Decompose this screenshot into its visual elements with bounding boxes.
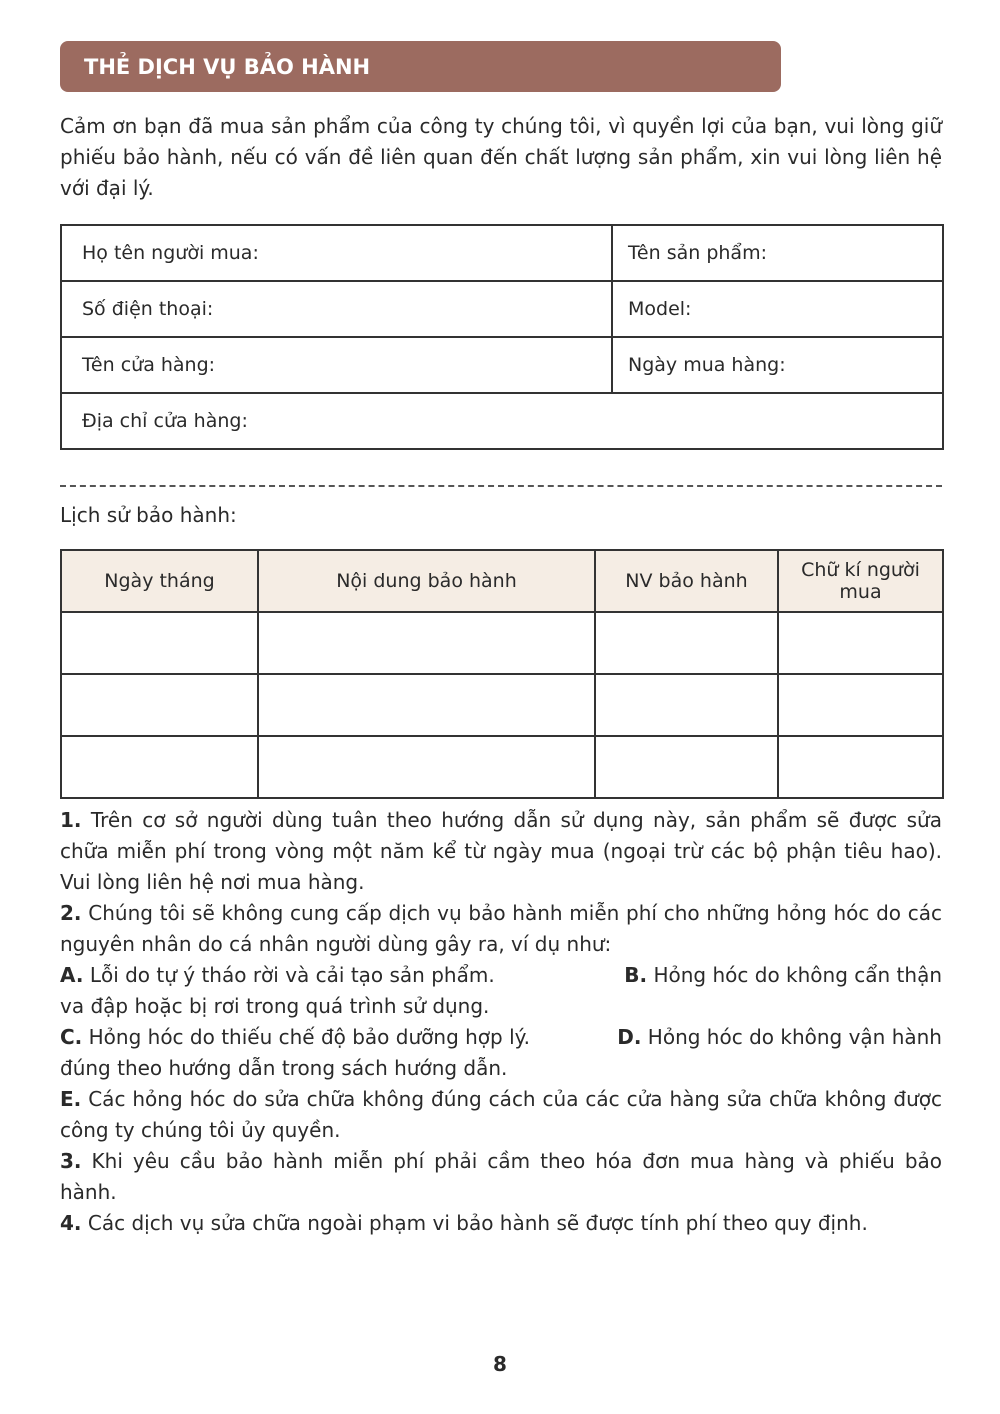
term-letter: A. — [60, 963, 84, 987]
term-a — [60, 960, 495, 991]
term-letter: B. — [624, 963, 648, 987]
term-text: Hỏng hóc do không cẩn thận — [653, 963, 942, 987]
term-e — [60, 1084, 942, 1146]
page-number: 8 — [493, 1352, 507, 1376]
purchase-date-field[interactable]: Ngày mua hàng: — [612, 337, 943, 393]
history-cell[interactable] — [258, 612, 595, 674]
buyer-name-field[interactable]: Họ tên người mua: — [61, 225, 612, 281]
table-row — [61, 612, 943, 674]
term-b — [624, 960, 942, 991]
term-text: Hỏng hóc do không vận hành — [647, 1025, 942, 1049]
warranty-terms — [60, 805, 942, 1239]
term-number: 2. — [60, 901, 82, 925]
header-date: Ngày tháng — [61, 550, 258, 612]
history-cell[interactable] — [258, 736, 595, 798]
card-title: THẺ DỊCH VỤ BẢO HÀNH — [84, 54, 371, 79]
history-header-row — [61, 550, 943, 612]
warranty-history-table — [60, 549, 944, 799]
term-c — [60, 1022, 530, 1053]
history-cell[interactable] — [61, 674, 258, 736]
term-letter: E. — [60, 1087, 82, 1111]
term-text: Lỗi do tự ý tháo rời và cải tạo sản phẩm. — [89, 963, 495, 987]
history-cell[interactable] — [778, 674, 943, 736]
term-d — [617, 1022, 942, 1053]
term-text: Khi yêu cầu bảo hành miễn phí phải cầm theo hóa đơn mua hàng và phiếu bảo hành. — [60, 1149, 943, 1204]
term-text: Chúng tôi sẽ không cung cấp dịch vụ bảo hành miễn phí cho những hỏng hóc do các nguyên nhân do cá nhân người dùng gây ra, ví dụ như: — [60, 901, 943, 956]
model-field[interactable]: Model: — [612, 281, 943, 337]
term-text: Trên cơ sở người dùng tuân theo hướng dẫn sử dụng này, sản phẩm sẽ được sửa chữa miễn phí trong vòng một năm kể từ ngày mua (ngoại trừ các bộ phận tiêu hao). Vui lòng liên hệ nơi mua hàng. — [60, 808, 942, 894]
history-cell[interactable] — [595, 736, 778, 798]
term-text: Các dịch vụ sửa chữa ngoài phạm vi bảo hành sẽ được tính phí theo quy định. — [87, 1211, 868, 1235]
term-1 — [60, 805, 942, 898]
phone-field[interactable]: Số điện thoại: — [61, 281, 612, 337]
term-letter: C. — [60, 1025, 83, 1049]
term-4 — [60, 1208, 942, 1239]
term-ab-line — [60, 960, 942, 991]
term-text: Hỏng hóc do thiếu chế độ bảo dưỡng hợp lý. — [88, 1025, 530, 1049]
history-cell[interactable] — [595, 612, 778, 674]
history-cell[interactable] — [778, 736, 943, 798]
term-number: 4. — [60, 1211, 82, 1235]
header-content: Nội dung bảo hành — [258, 550, 595, 612]
history-cell[interactable] — [258, 674, 595, 736]
term-number: 3. — [60, 1149, 82, 1173]
customer-info-form — [60, 224, 944, 450]
term-3 — [60, 1146, 942, 1208]
store-name-field[interactable]: Tên cửa hàng: — [61, 337, 612, 393]
table-row — [61, 736, 943, 798]
history-cell[interactable] — [61, 736, 258, 798]
history-cell[interactable] — [595, 674, 778, 736]
cut-line-divider — [60, 485, 942, 487]
intro-paragraph: Cảm ơn bạn đã mua sản phẩm của công ty chúng tôi, vì quyền lợi của bạn, vui lòng giữ phiếu bảo hành, nếu có vấn đề liên quan đến chất lượng sản phẩm, xin vui lòng liên hệ với đại lý. — [60, 114, 942, 200]
term-2 — [60, 898, 942, 960]
header-signature: Chữ kí người mua — [778, 550, 943, 612]
history-cell[interactable] — [778, 612, 943, 674]
term-b-continued: va đập hoặc bị rơi trong quá trình sử dụng. — [60, 994, 490, 1018]
product-name-field[interactable]: Tên sản phẩm: — [612, 225, 943, 281]
history-cell[interactable] — [61, 612, 258, 674]
header-staff: NV bảo hành — [595, 550, 778, 612]
card-title-banner — [60, 41, 781, 92]
term-cd-line — [60, 1022, 942, 1053]
store-address-field[interactable]: Địa chỉ cửa hàng: — [61, 393, 943, 449]
term-d-continued: đúng theo hướng dẫn trong sách hướng dẫn. — [60, 1056, 508, 1080]
term-letter: D. — [617, 1025, 642, 1049]
term-number: 1. — [60, 808, 82, 832]
table-row — [61, 674, 943, 736]
history-label: Lịch sử bảo hành: — [60, 503, 237, 527]
term-text: Các hỏng hóc do sửa chữa không đúng cách của các cửa hàng sửa chữa không được công ty chúng tôi ủy quyền. — [60, 1087, 943, 1142]
